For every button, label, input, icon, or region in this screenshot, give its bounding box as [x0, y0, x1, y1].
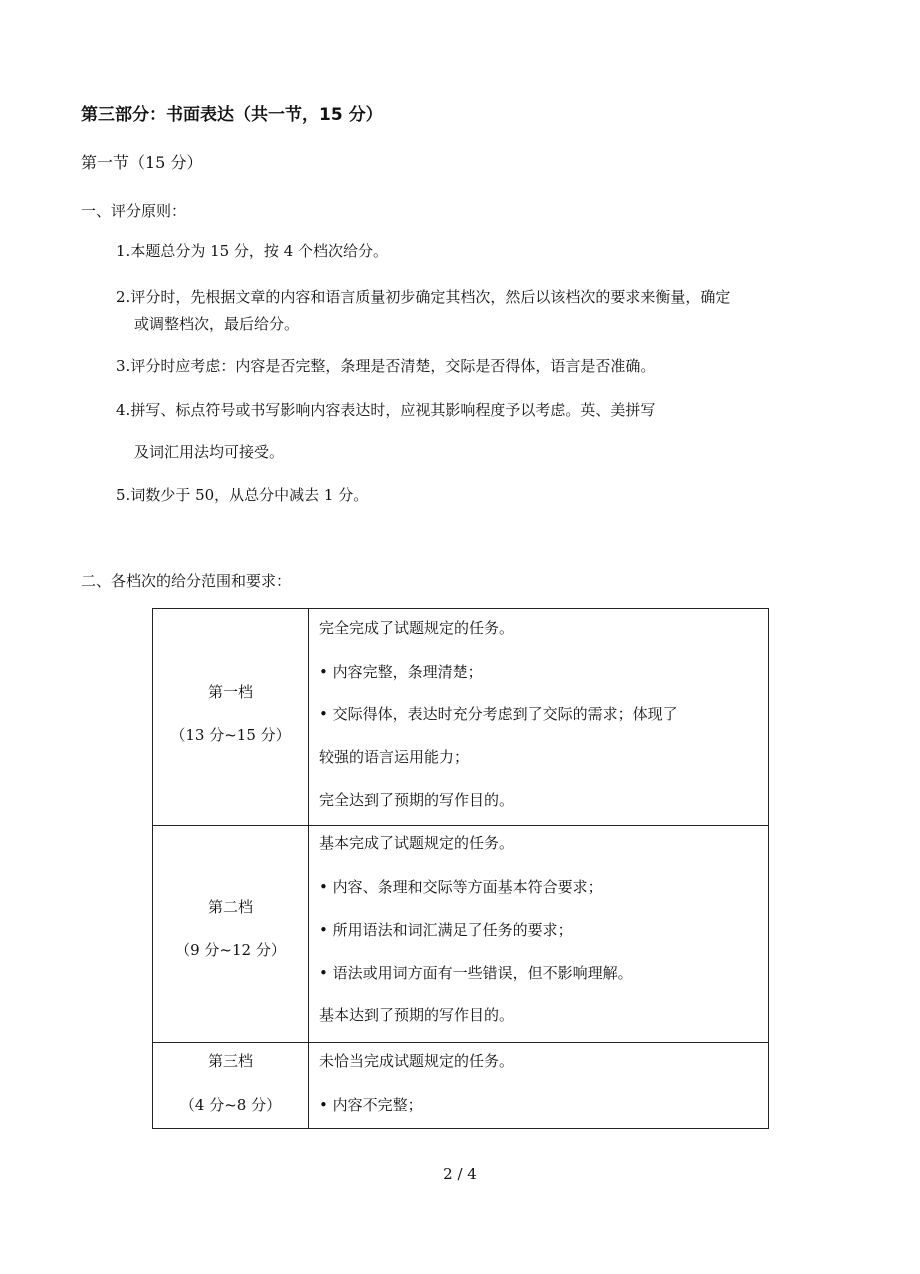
desc-line: 完全达到了预期的写作目的。 [319, 791, 515, 809]
principle-number: 2. [116, 288, 131, 306]
grade-level: 第一档 [207, 683, 253, 701]
desc-line: 基本达到了预期的写作目的。 [319, 1006, 515, 1024]
grade-level-cell [153, 826, 309, 1043]
principle-number: 5. [116, 486, 131, 504]
desc-line: • 交际得体，表达时充分考虑到了交际的需求；体现了 [319, 705, 678, 723]
page-number: 2 / 4 [443, 1165, 477, 1183]
page-title: 第三部分：书面表达（共一节，15 分） [81, 105, 383, 125]
desc-line: • 内容、条理和交际等方面基本符合要求； [319, 878, 603, 896]
desc-line: • 内容完整，条理清楚； [319, 663, 483, 681]
principles-heading: 一、评分原则： [81, 202, 187, 220]
desc-line: • 所用语法和词汇满足了任务的要求； [319, 921, 573, 939]
desc-line: • 内容不完整； [319, 1096, 423, 1114]
grade-level: 第二档 [207, 898, 253, 916]
principle-number: 4. [116, 401, 131, 419]
principle-4 [116, 399, 655, 420]
grade-desc-cell [309, 1043, 769, 1129]
table-row [153, 826, 769, 1043]
grade-desc-cell [309, 609, 769, 826]
principle-3 [116, 355, 655, 376]
principle-1 [116, 240, 388, 261]
principle-text: 评分时应考虑：内容是否完整，条理是否清楚，交际是否得体，语言是否准确。 [130, 357, 656, 375]
desc-line: 完全完成了试题规定的任务。 [319, 619, 515, 637]
grade-desc-cell [309, 826, 769, 1043]
grade-range: （9 分~12 分） [175, 941, 286, 959]
principle-5 [116, 484, 368, 505]
principle-2-cont: 或调整档次，最后给分。 [134, 315, 300, 333]
grade-level-cell [153, 609, 309, 826]
principle-text: 本题总分为 15 分，按 4 个档次给分。 [130, 242, 389, 260]
desc-line: 基本完成了试题规定的任务。 [319, 834, 515, 852]
grade-level: 第三档 [207, 1052, 253, 1070]
table-row [153, 609, 769, 826]
principle-2 [116, 286, 730, 307]
principle-text: 词数少于 50，从总分中减去 1 分。 [130, 486, 369, 504]
desc-line: 较强的语言运用能力； [319, 748, 470, 766]
grade-range: （4 分~8 分） [179, 1096, 282, 1114]
principle-number: 3. [116, 357, 131, 375]
grade-level-cell [153, 1043, 309, 1129]
principle-text: 拼写、标点符号或书写影响内容表达时，应视其影响程度予以考虑。英、美拼写 [130, 401, 656, 419]
grades-heading: 二、各档次的给分范围和要求： [81, 572, 292, 590]
grade-range: （13 分~15 分） [170, 726, 291, 744]
section-heading: 第一节（15 分） [81, 153, 203, 172]
grading-table [152, 608, 769, 1129]
principle-text: 评分时，先根据文章的内容和语言质量初步确定其档次，然后以该档次的要求来衡量，确定 [130, 288, 731, 306]
table-row [153, 1043, 769, 1129]
desc-line: • 语法或用词方面有一些错误，但不影响理解。 [319, 964, 633, 982]
desc-line: 未恰当完成试题规定的任务。 [319, 1052, 515, 1070]
principle-number: 1. [116, 242, 131, 260]
principle-4-cont: 及词汇用法均可接受。 [134, 443, 285, 461]
